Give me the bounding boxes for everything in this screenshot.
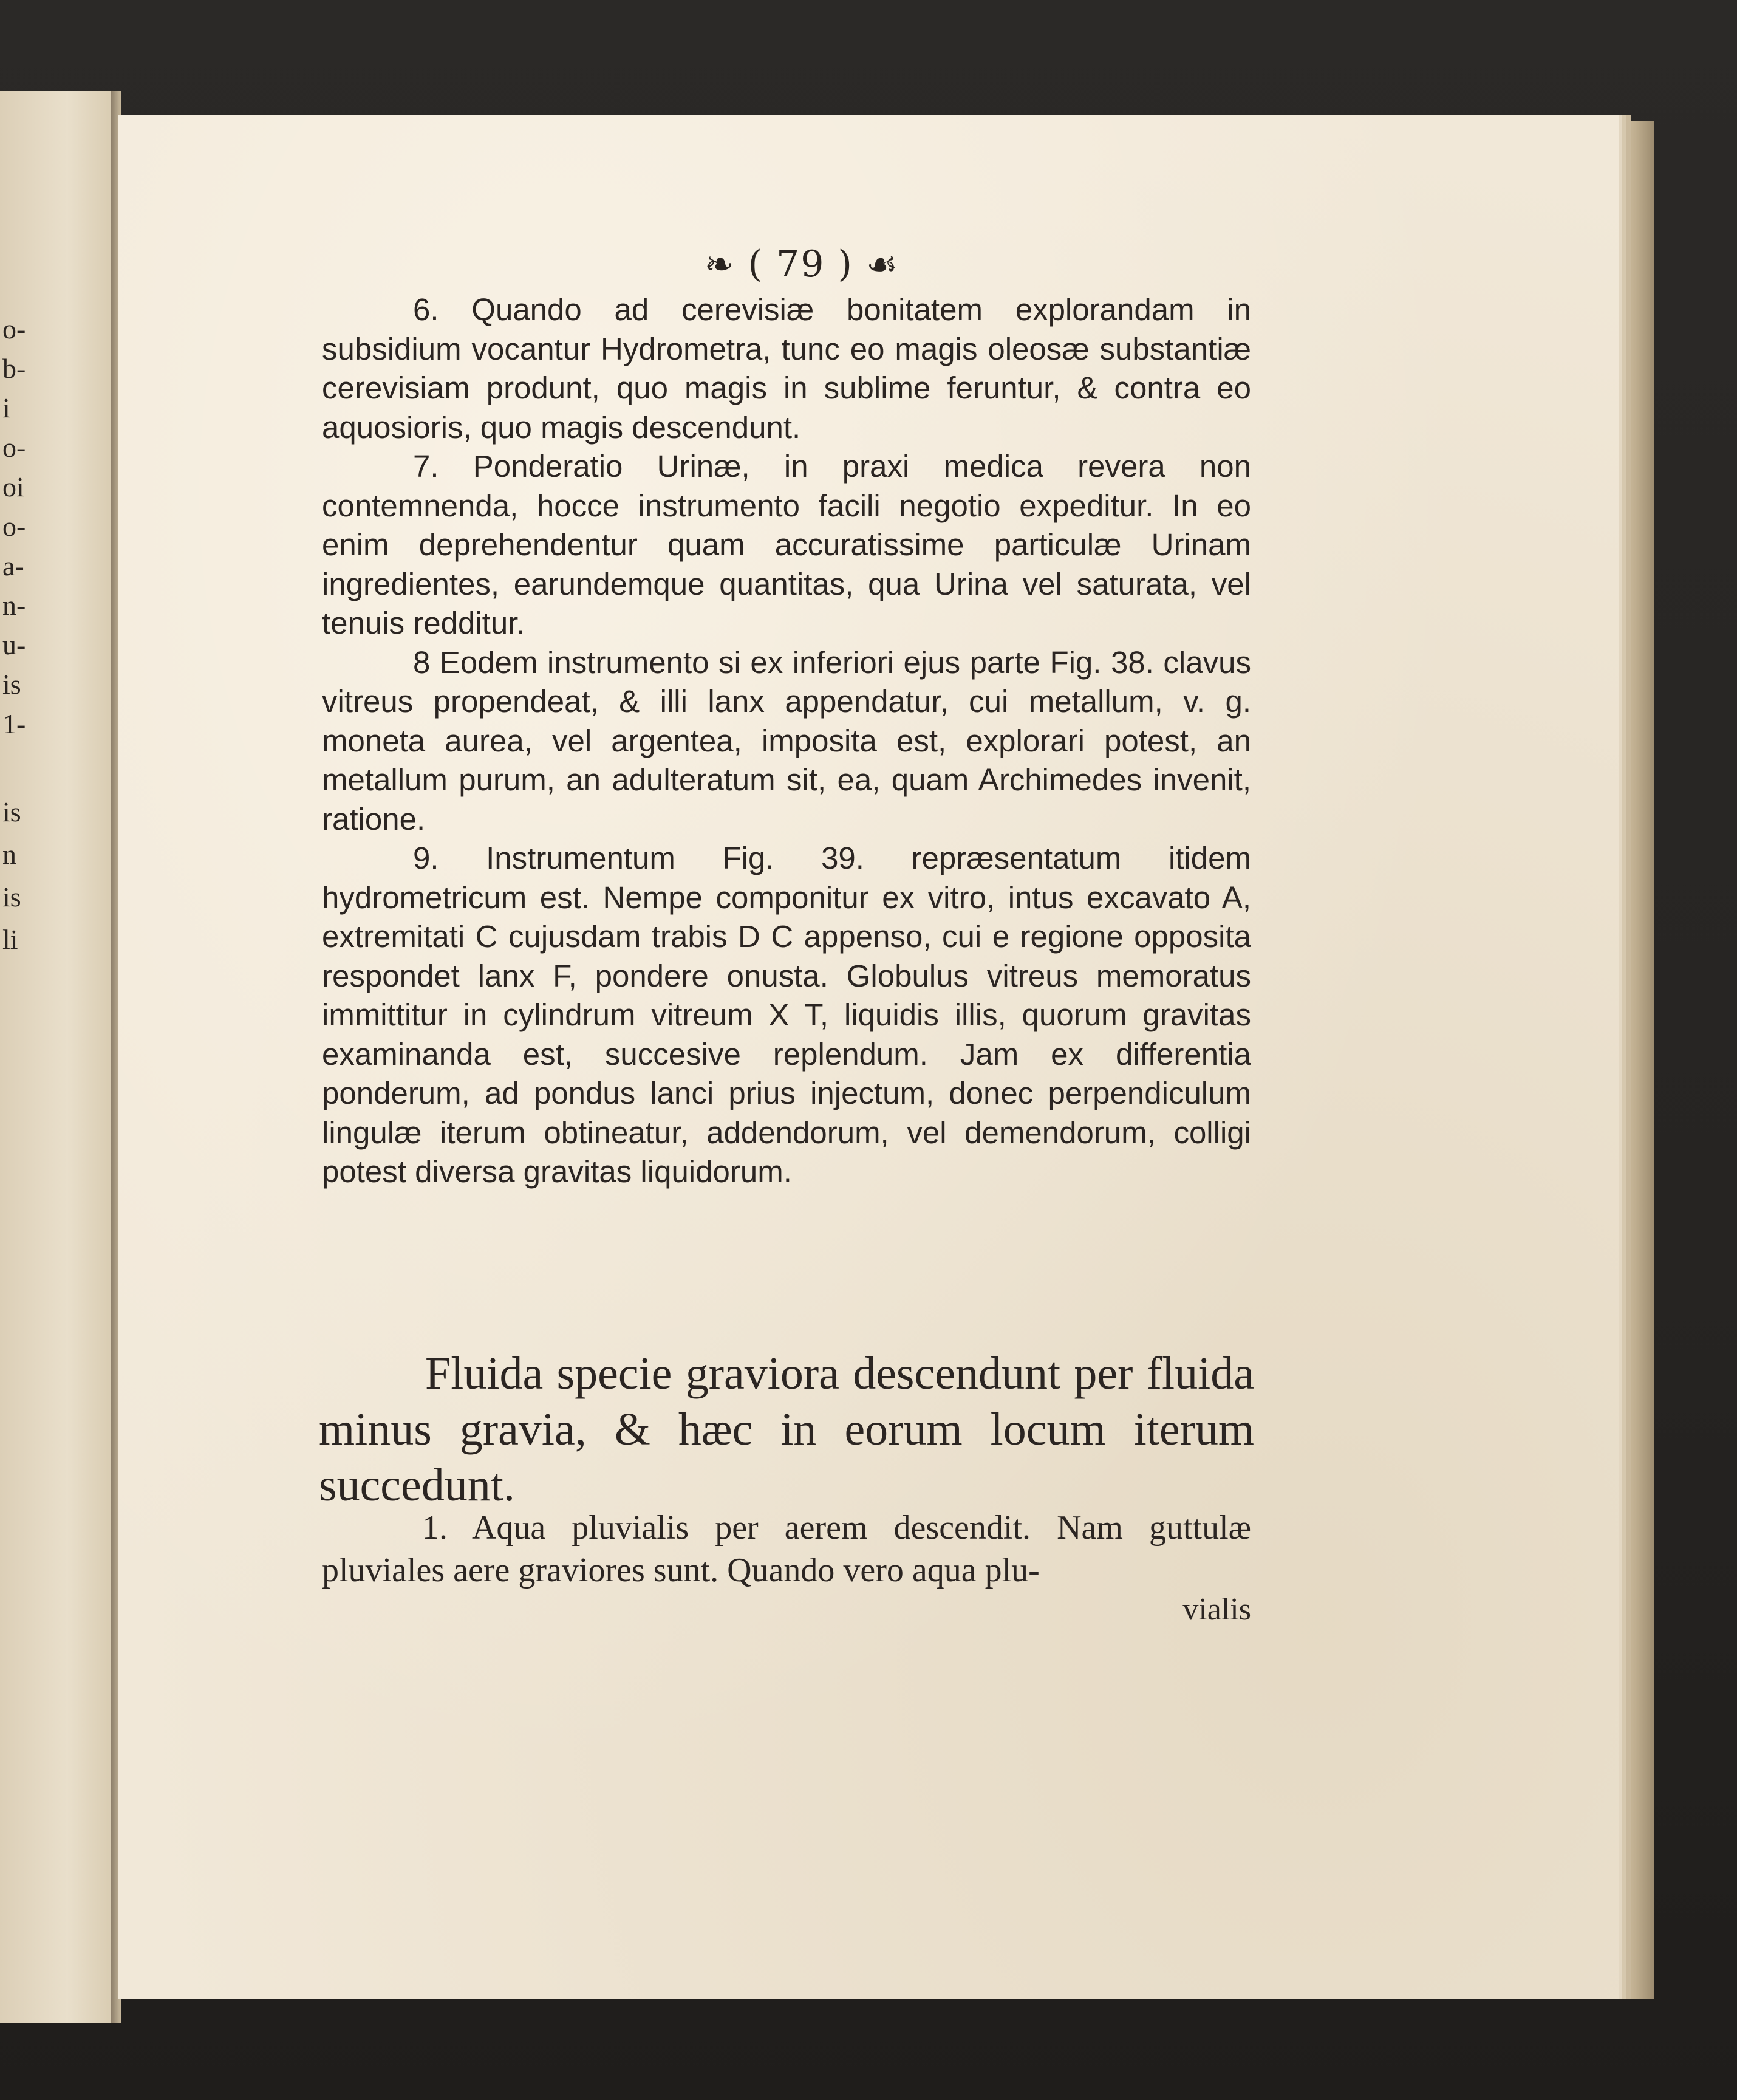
facing-page-fragment: n- [2, 590, 26, 621]
ornament-left-icon: ❧ [704, 244, 735, 285]
paragraph-8: 8 Eodem instrumento si ex inferiori ejus parte Fig. 38. clavus vitreus propendeat, & illi lanx appendatur, cui metallum, v. g. moneta aurea, vel argentea, imposita est, explorari potest, an metallum purum, an adulteratum sit, ea, quam Archimedes invenit, ratione. [322, 645, 1251, 836]
section-body [322, 1507, 1251, 1592]
ornament-right-icon: ☙ [866, 244, 899, 285]
facing-page-fragment: i [2, 392, 10, 423]
facing-page-fragment: b- [2, 353, 26, 384]
section-heading [319, 1346, 1254, 1513]
page-header [662, 243, 941, 286]
facing-page-fragment: 1- [2, 708, 26, 739]
body-text [322, 290, 1251, 1192]
facing-page-fragment: li [2, 924, 18, 955]
facing-page-fragment: o- [2, 511, 26, 542]
catchword: vialis [1182, 1592, 1251, 1627]
page-number: ( 79 ) [748, 243, 853, 286]
heading-paragraph: Fluida specie graviora descendunt per fluida minus gravia, & hæc in eorum locum iterum succedunt. [319, 1348, 1254, 1511]
facing-page-fragment: is [2, 669, 21, 700]
facing-page-fragment: n [2, 839, 16, 870]
facing-page-fragment: oi [2, 471, 24, 502]
facing-page-fragment: is [2, 796, 21, 827]
facing-page-fragment: o- [2, 313, 26, 344]
facing-page-fragment: u- [2, 629, 26, 660]
paragraph-9: 9. Instrumentum Fig. 39. repræsentatum itidem hydrometricum est. Nempe componitur ex vitro, intus excavato A, extremitati C cujusdam trabis D C appenso, cui e regione opposita respondet lanx F, pondere onusta. Globulus vitreus memoratus immittitur in cylindrum vitreum X T, liquidis illis, quorum gravitas examinanda est, succesive replendum. Jam ex differentia ponderum, ad pondus lanci prius injectum, donec perpendiculum lingulæ iterum obtineatur, addendorum, vel demendorum, colligi potest diversa gravitas liquidorum. [322, 841, 1251, 1189]
facing-page [0, 91, 114, 2023]
paragraph-1: 1. Aqua pluvialis per aerem descendit. Nam guttulæ pluviales aere graviores sunt. Quando vero aqua plu- [322, 1509, 1251, 1589]
paragraph-7: 7. Ponderatio Urinæ, in praxi medica revera non contemnenda, hocce instrumento facili negotio expeditur. In eo enim deprehendentur quam accuratissime particulæ Urinam ingredientes, earundemque quantitas, qua Urina vel saturata, vel tenuis redditur. [322, 449, 1251, 640]
facing-page-fragment: o- [2, 432, 26, 463]
page-edges [1616, 121, 1654, 1999]
paragraph-6: 6. Quando ad cerevisiæ bonitatem explorandam in subsidium vocantur Hydrometra, tunc eo magis oleosæ substantiæ cerevisiam produnt, quo magis in sublime feruntur, & contra eo aquosioris, quo magis descendunt. [322, 292, 1251, 445]
facing-page-fragment: a- [2, 550, 24, 581]
facing-page-fragment: is [2, 881, 21, 912]
